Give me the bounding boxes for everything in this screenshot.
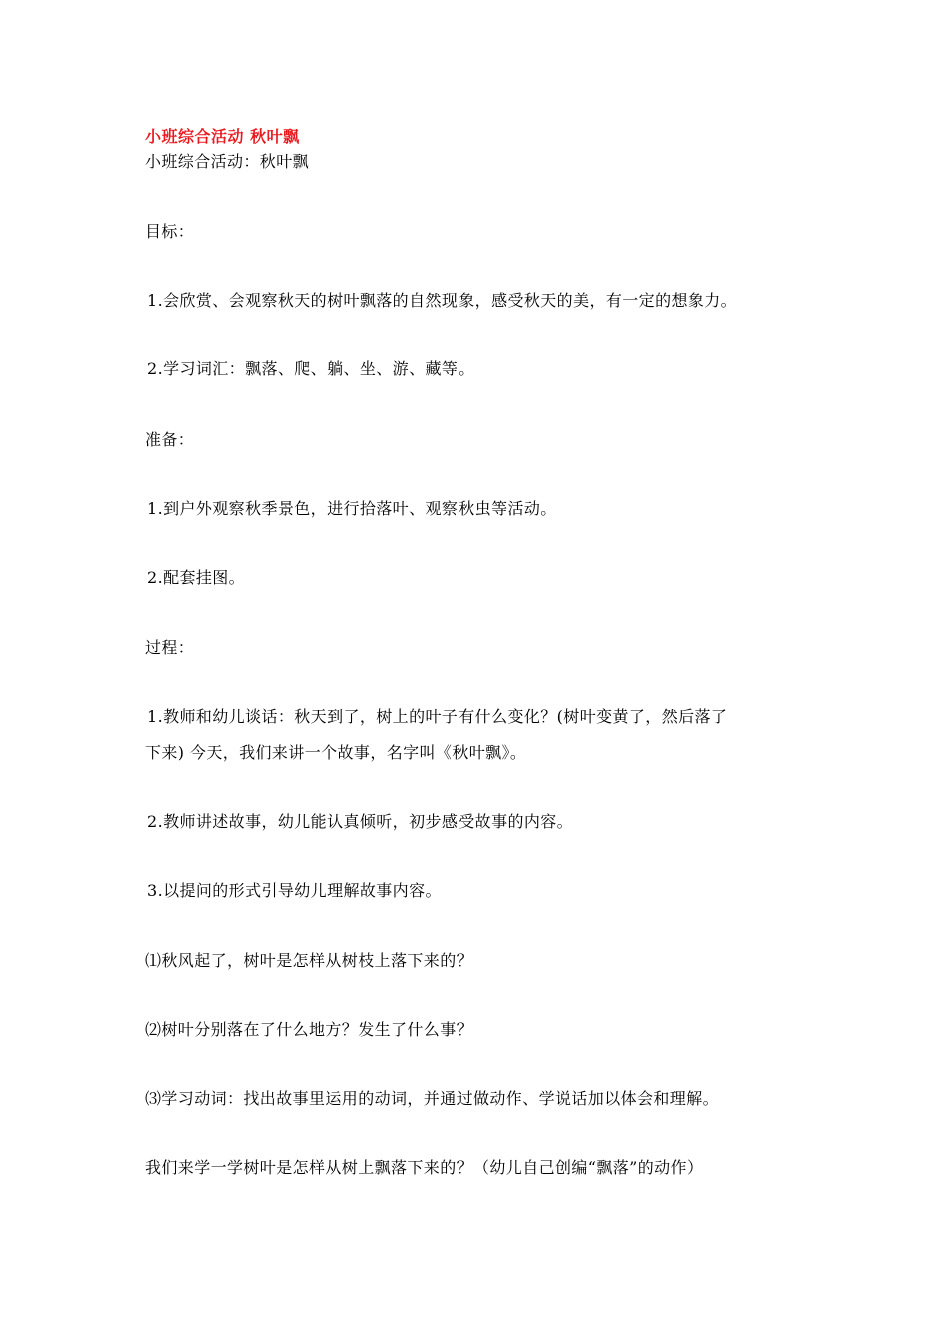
document-subtitle: 小班综合活动：秋叶飘: [145, 152, 310, 171]
goal-item-1: 1.会欣赏、会观察秋天的树叶飘落的自然现象，感受秋天的美，有一定的想象力。: [147, 291, 738, 310]
process-item-3: 3.以提问的形式引导幼儿理解故事内容。: [147, 881, 442, 900]
process-item-1-line2: 下来) 今天，我们来讲一个故事，名字叫《秋叶飘》。: [145, 743, 527, 762]
goals-heading: 目标：: [145, 222, 195, 241]
closing-paragraph: 我们来学一学树叶是怎样从树上飘落下来的？（幼儿自己创编“飘落”的动作）: [145, 1158, 704, 1177]
prep-item-2: 2.配套挂图。: [147, 568, 246, 587]
process-item-1-line1: 1.教师和幼儿谈话：秋天到了，树上的叶子有什么变化？(树叶变黄了，然后落了: [147, 707, 728, 726]
document-title: 小班综合活动 秋叶飘: [145, 127, 300, 146]
prep-heading: 准备：: [145, 430, 195, 449]
process-heading: 过程：: [145, 638, 195, 657]
question-3: ⑶学习动词：找出故事里运用的动词，并通过做动作、学说话加以体会和理解。: [145, 1089, 720, 1108]
question-1: ⑴秋风起了，树叶是怎样从树枝上落下来的？: [145, 951, 474, 970]
goal-item-2: 2.学习词汇：飘落、爬、躺、坐、游、藏等。: [147, 359, 475, 378]
prep-item-1: 1.到户外观察秋季景色，进行拾落叶、观察秋虫等活动。: [147, 499, 557, 518]
question-2: ⑵树叶分别落在了什么地方？发生了什么事？: [145, 1020, 474, 1039]
process-item-2: 2.教师讲述故事，幼儿能认真倾听，初步感受故事的内容。: [147, 812, 574, 831]
